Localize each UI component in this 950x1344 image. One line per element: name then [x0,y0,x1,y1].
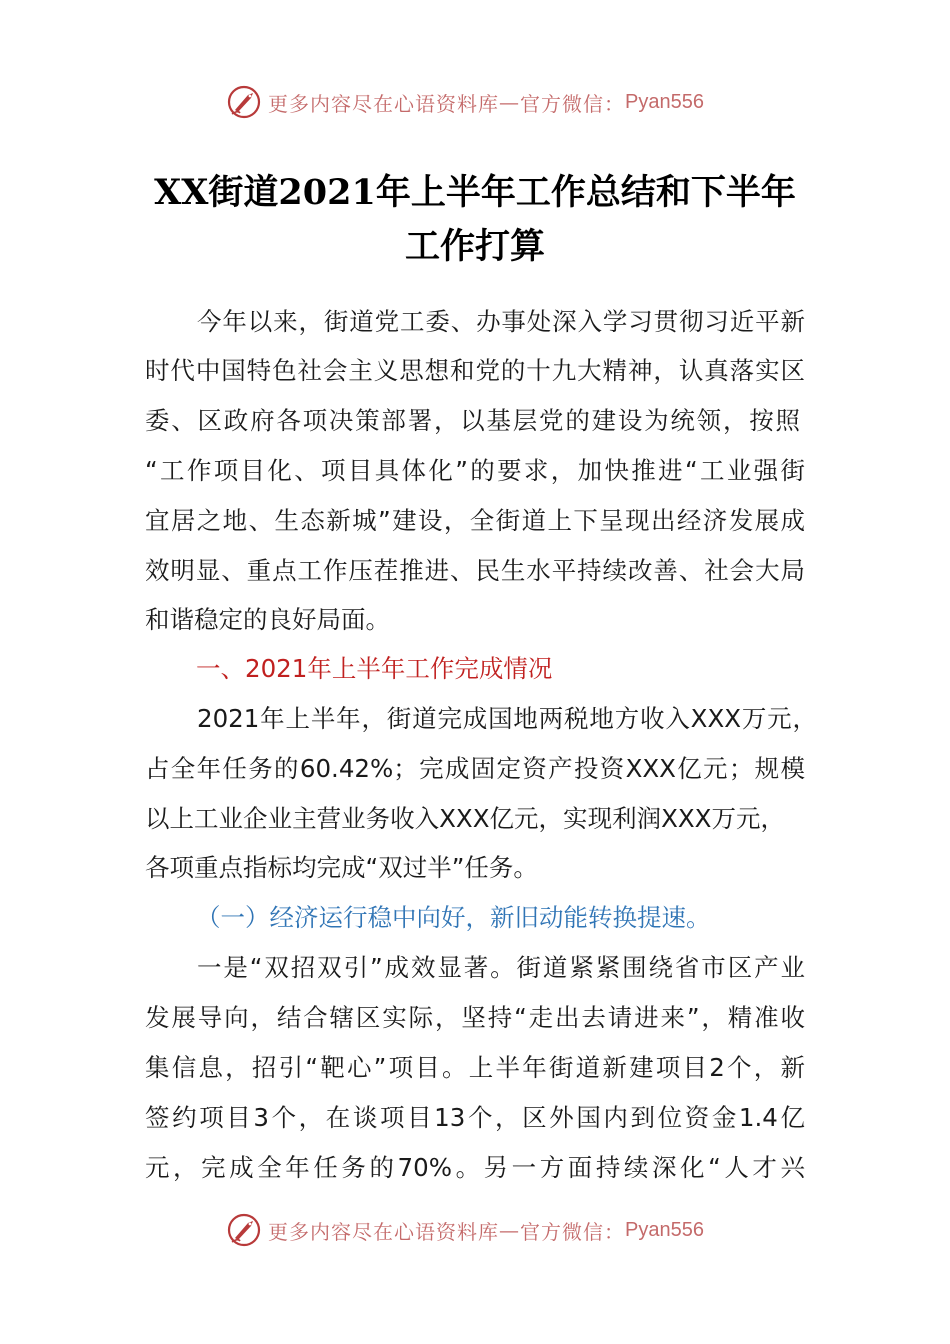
watermark-separator: — [499,90,520,114]
watermark-banner-top [226,84,704,120]
watermark-brand: 更多内容尽在心语资料库 [268,91,499,116]
pen-nib-logo-icon [226,84,262,120]
section-heading: 一、2021年上半年工作完成情况 [196,654,553,683]
intro-line: 和谐稳定的良好局面。 [145,605,390,634]
intro-line: 今年以来，街道党工委、办事处深入学习贯彻习近平新 [197,307,805,336]
section1-line: 各项重点指标均完成“双过半”任务。 [145,853,538,882]
intro-line: 宜居之地、生态新城”建设，全街道上下呈现出经济发展成 [145,506,805,535]
watermark-channel: 官方微信： [520,1219,625,1244]
watermark-banner-bottom [226,1212,704,1248]
subsection-heading: （一）经济运行稳中向好，新旧动能转换提速。 [196,903,711,932]
section1-line: 占全年任务的60.42%；完成固定资产投资XXX亿元；规模 [145,754,805,783]
subsection1-line: 发展导向，结合辖区实际，坚持“走出去请进来”，精准收 [145,1003,805,1032]
watermark-channel: 官方微信： [520,91,625,116]
intro-line: 效明显、重点工作压茬推进、民生水平持续改善、社会大局 [145,556,805,585]
watermark-id: Pyan556 [625,1218,704,1241]
section1-line: 以上工业企业主营业务收入XXX亿元，实现利润XXX万元， [145,804,785,833]
intro-line: “工作项目化、项目具体化”的要求，加快推进“工业强街 [145,456,805,485]
intro-line: 时代中国特色社会主义思想和党的十九大精神，认真落实区 [145,356,805,385]
watermark-id: Pyan556 [625,90,704,113]
title-line-2: 工作打算 [404,226,545,267]
subsection1-line: 签约项目3个，在谈项目13个，区外国内到位资金1.4亿 [145,1103,805,1132]
pen-nib-logo-icon [226,1212,262,1248]
subsection1-line: 元，完成全年任务的70%。另一方面持续深化“人才兴 [145,1153,805,1182]
subsection1-line: 一是“双招双引”成效显著。街道紧紧围绕省市区产业 [197,953,805,982]
watermark-brand: 更多内容尽在心语资料库 [268,1219,499,1244]
watermark-separator: — [499,1218,520,1242]
subsection1-line: 集信息，招引“靶心”项目。上半年街道新建项目2个，新 [145,1053,805,1082]
section1-line: 2021年上半年，街道完成国地两税地方收入XXX万元， [197,704,817,733]
title-line-1: XX街道2021年上半年工作总结和下半年 [154,172,796,213]
intro-line: 委、区政府各项决策部署，以基层党的建设为统领，按照 [145,406,800,435]
document-title [60,166,890,274]
